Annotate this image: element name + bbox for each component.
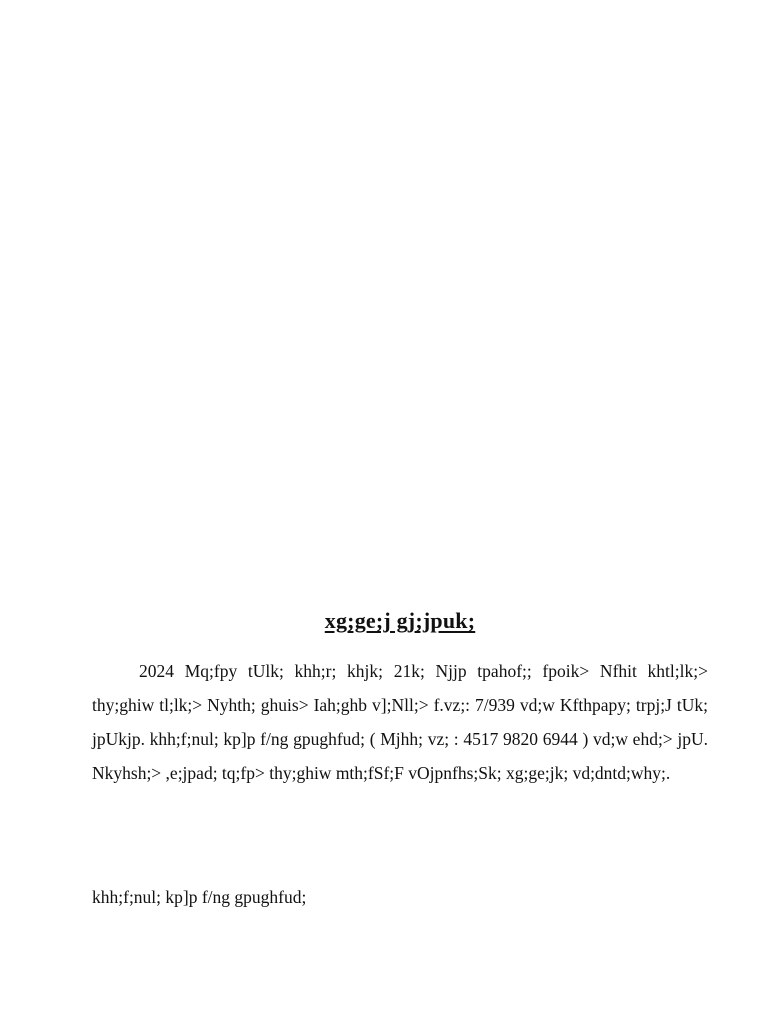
document-title: xg;ge;j gj;jpuk; bbox=[324, 608, 476, 633]
signature-line: khh;f;nul; kp]p f/ng gpughfud; bbox=[92, 887, 307, 907]
document-body-paragraph: 2024 Mq;fpy tUlk; khh;r; khjk; 21k; Njjp tpahof;; fpoik> Nfhit khtl;lk;> thy;ghiw tl;lk;> Nyhth; ghuis> Iah;ghb v];Nll;> f.vz;: 7/939 vd;w Kfthpapy; trpj;J tUk; jpUkjp. khh;f;nul; kp]p f/ng gpughfud; ( Mjhh; vz; : 4517 9820 6944 ) vd;w ehd;> jpU. Nkyhsh;> ,e;jpad; tq;fp> thy;ghiw mth;fSf;F vOjpnfhs;Sk; xg;ge;jk; vd;dntd;why;. bbox=[92, 661, 708, 783]
